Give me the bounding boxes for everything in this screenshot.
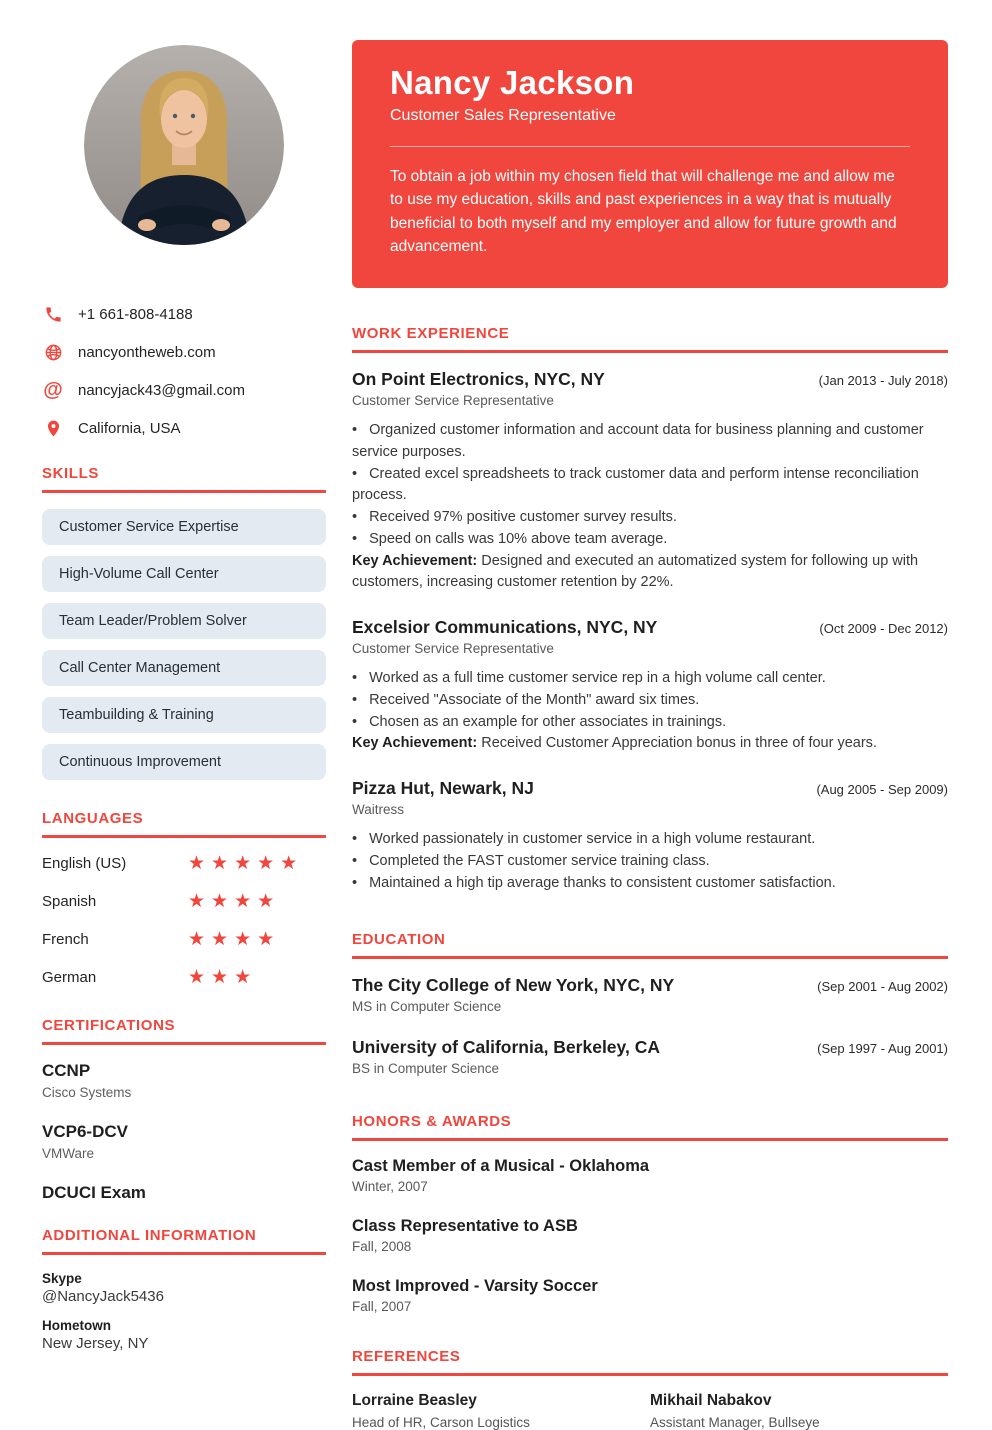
- candidate-title: Customer Sales Representative: [390, 107, 616, 124]
- honor-name: Cast Member of a Musical - Oklahoma: [352, 1157, 650, 1176]
- honor-entry: [352, 1157, 948, 1194]
- skill-pill: Continuous Improvement: [42, 744, 326, 780]
- honor-name: Most Improved - Varsity Soccer: [352, 1277, 598, 1296]
- contact-phone-text: +1 661-808-4188: [78, 305, 193, 323]
- education-dates: (Sep 2001 - Aug 2002): [817, 979, 948, 995]
- language-row: [42, 930, 326, 949]
- honor-entry: [352, 1217, 948, 1254]
- honor-date: Fall, 2007: [352, 1299, 412, 1315]
- job-dates: (Jan 2013 - July 2018): [818, 373, 948, 388]
- header-divider: [390, 146, 910, 147]
- skill-pill: Customer Service Expertise: [42, 509, 326, 545]
- work-experience-section: [352, 325, 948, 894]
- bullet-dot: •: [352, 509, 358, 525]
- skill-pill: Teambuilding & Training: [42, 697, 326, 733]
- additional-info-item: [42, 1271, 326, 1305]
- bullet-dot: •: [352, 713, 358, 730]
- school-name: University of California, Berkeley, CA: [352, 1037, 660, 1058]
- certification-item: [42, 1183, 326, 1203]
- language-row: [42, 854, 326, 873]
- globe-icon: [42, 341, 64, 363]
- additional-info-item: [42, 1318, 326, 1352]
- job-bullet: • Received 97% positive customer survey results.: [352, 509, 677, 525]
- job-bullet: • Worked as a full time customer service rep in a high volume call center.: [352, 670, 826, 686]
- education-entry: [352, 975, 948, 1014]
- job-bullet: • Speed on calls was 10% above team average.: [352, 530, 668, 547]
- bullet-dot: •: [352, 670, 358, 686]
- skill-pill: Call Center Management: [42, 650, 326, 686]
- star-rating: ★★★: [188, 967, 258, 988]
- objective-text: To obtain a job within my chosen field that will challenge me and allow me to use my education, skills and past experiences in a way that is mutually beneficial to both myself and my employer and allow for future growth and advancement.: [390, 168, 897, 255]
- main-column: [352, 40, 948, 1430]
- skill-pill: High-Volume Call Center: [42, 556, 326, 592]
- skills-heading: SKILLS: [42, 465, 326, 493]
- certification-name: VCP6-DCV: [42, 1122, 128, 1141]
- job-entry: [352, 617, 948, 755]
- skill-pill: Team Leader/Problem Solver: [42, 603, 326, 639]
- bullet-dot: •: [352, 831, 358, 847]
- languages-section: [42, 810, 326, 987]
- job-company: Excelsior Communications, NYC, NY: [352, 617, 658, 637]
- additional-info-section: [42, 1227, 326, 1352]
- contact-website: [42, 341, 326, 363]
- degree: MS in Computer Science: [352, 999, 502, 1015]
- language-name: English (US): [42, 855, 127, 872]
- education-dates: (Sep 1997 - Aug 2001): [817, 1041, 948, 1057]
- job-company: Pizza Hut, Newark, NJ: [352, 778, 534, 798]
- at-icon: @: [43, 379, 63, 401]
- contact-location-text: California, USA: [78, 419, 181, 437]
- job-key-achievement: Key Achievement: Designed and executed an automatized system for following up with customers, increasing customer retention by 22%.: [352, 552, 919, 591]
- honors-section: [352, 1113, 948, 1314]
- language-row: [42, 892, 326, 911]
- contact-location: [42, 417, 326, 439]
- language-name: French: [42, 931, 89, 948]
- job-role: Customer Service Representative: [352, 393, 554, 408]
- bullet-dot: •: [352, 465, 358, 482]
- skills-section: [42, 465, 326, 780]
- language-row: [42, 968, 326, 987]
- education-entry: [352, 1037, 948, 1076]
- location-pin-icon: [42, 417, 64, 439]
- star-rating: ★★★★★: [188, 853, 304, 874]
- sidebar: [42, 40, 326, 1430]
- reference-role: Head of HR, Carson Logistics: [352, 1415, 530, 1430]
- languages-heading: LANGUAGES: [42, 810, 326, 838]
- job-bullet: • Received "Associate of the Month" award six times.: [352, 691, 700, 708]
- language-name: Spanish: [42, 893, 97, 910]
- profile-photo: [84, 45, 284, 245]
- bullet-dot: •: [352, 852, 358, 869]
- bullet-dot: •: [352, 530, 358, 547]
- additional-info-value: @NancyJack5436: [42, 1288, 164, 1305]
- job-bullet: • Completed the FAST customer service training class.: [352, 852, 710, 869]
- certification-item: [42, 1122, 326, 1161]
- honor-date: Fall, 2008: [352, 1239, 412, 1255]
- bullet-dot: •: [352, 422, 358, 438]
- bullet-dot: •: [352, 874, 358, 891]
- additional-info-label: Skype: [42, 1271, 82, 1286]
- contact-email: [42, 379, 326, 401]
- reference-entry: [650, 1392, 948, 1430]
- additional-info-label: Hometown: [42, 1318, 111, 1333]
- header-card: [352, 40, 948, 288]
- education-heading: EDUCATION: [352, 931, 948, 959]
- job-bullet: • Organized customer information and account data for business planning and customer service purposes.: [352, 422, 924, 460]
- degree: BS in Computer Science: [352, 1061, 500, 1077]
- phone-icon: [42, 303, 64, 325]
- job-entry: [352, 778, 948, 894]
- certification-item: [42, 1061, 326, 1100]
- job-dates: (Oct 2009 - Dec 2012): [819, 621, 948, 636]
- contact-email-text: nancyjack43@gmail.com: [78, 381, 245, 399]
- bullet-dot: •: [352, 691, 358, 708]
- reference-name: Lorraine Beasley: [352, 1392, 477, 1410]
- job-key-achievement: Key Achievement: Received Customer Appreciation bonus in three of four years.: [352, 735, 877, 752]
- job-company: On Point Electronics, NYC, NY: [352, 369, 605, 389]
- certification-issuer: VMWare: [42, 1146, 95, 1161]
- certifications-section: [42, 1017, 326, 1203]
- honor-entry: [352, 1277, 948, 1314]
- job-entry: [352, 369, 948, 594]
- language-name: German: [42, 969, 97, 986]
- certification-name: CCNP: [42, 1061, 91, 1080]
- job-bullet: • Worked passionately in customer service in a high volume restaurant.: [352, 831, 816, 847]
- certifications-heading: CERTIFICATIONS: [42, 1017, 326, 1045]
- contact-phone: [42, 303, 326, 325]
- additional-info-heading: ADDITIONAL INFORMATION: [42, 1227, 326, 1255]
- honor-name: Class Representative to ASB: [352, 1217, 578, 1236]
- job-dates: (Aug 2005 - Sep 2009): [816, 782, 948, 797]
- star-rating: ★★★★: [188, 891, 281, 912]
- certification-issuer: Cisco Systems: [42, 1085, 132, 1100]
- certification-name: DCUCI Exam: [42, 1183, 146, 1202]
- contact-website-text: nancyontheweb.com: [78, 343, 216, 361]
- star-rating: ★★★★: [188, 929, 281, 950]
- honor-date: Winter, 2007: [352, 1179, 428, 1195]
- references-heading: REFERENCES: [352, 1348, 948, 1376]
- job-bullet: • Chosen as an example for other associates in trainings.: [352, 713, 727, 730]
- work-experience-heading: WORK EXPERIENCE: [352, 325, 948, 353]
- job-role: Waitress: [352, 802, 405, 817]
- reference-name: Mikhail Nabakov: [650, 1392, 772, 1410]
- school-name: The City College of New York, NYC, NY: [352, 975, 675, 996]
- additional-info-value: New Jersey, NY: [42, 1335, 149, 1352]
- references-section: [352, 1348, 948, 1430]
- honors-heading: HONORS & AWARDS: [352, 1113, 948, 1141]
- profile-photo-illustration: [84, 45, 284, 245]
- job-role: Customer Service Representative: [352, 641, 554, 656]
- reference-role: Assistant Manager, Bullseye: [650, 1415, 820, 1430]
- job-bullet: • Created excel spreadsheets to track customer data and perform intense reconciliation process.: [352, 465, 919, 504]
- education-section: [352, 931, 948, 1076]
- reference-entry: [352, 1392, 650, 1430]
- candidate-name: Nancy Jackson: [390, 64, 635, 101]
- contact-block: [42, 303, 326, 439]
- job-bullet: • Maintained a high tip average thanks to consistent customer satisfaction.: [352, 874, 836, 891]
